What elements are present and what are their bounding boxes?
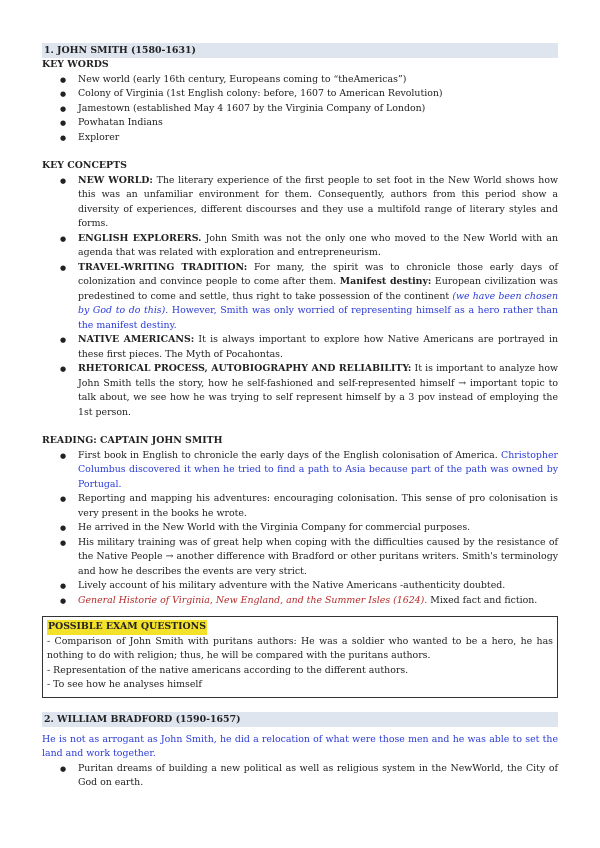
bradford-list — [42, 762, 558, 791]
list-item: ● Explorer — [78, 131, 558, 146]
section-heading-john-smith: 1. JOHN SMITH (1580-1631) — [42, 43, 558, 58]
concept-term: NEW WORLD: — [78, 174, 153, 186]
concept-blue-note: However, Smith was only worried of representing himself as a hero rather than the manifest destiny. — [78, 305, 558, 331]
concept-text: It is always important to explore how Native Americans are portrayed in these first pieces. The Myth of Pocahontas. — [78, 334, 558, 360]
list-item — [78, 594, 558, 609]
list-item: ● Puritan dreams of building a new political as well as religious system in the NewWorld, the City of God on earth. — [78, 762, 558, 791]
concept-text: For many, the spirit was to chronicle those early days of colonization and convince people to come after them. — [78, 261, 558, 287]
list-item: ● Colony of Virginia (1st English colony: before, 1607 to American Revolution) — [78, 87, 558, 102]
document-page — [42, 43, 558, 791]
list-item — [78, 261, 558, 334]
concept-text: John Smith was not the only one who moved to the New World with an agenda that was related with exploration and entrepreneurism. — [78, 232, 558, 258]
list-item: ● His military training was of great help when coping with the difficulties caused by the resistance of the Native People → another difference with Bradford or other puritans writers. Smith's terminology and how he describes the events are very strict. — [78, 536, 558, 580]
reading-text: First book in English to chronicle the early days of the English colonisation of America. — [78, 449, 502, 461]
list-item — [78, 449, 558, 493]
book-title: General Historie of Virginia, New England, and the Summer Isles (1624). — [78, 594, 428, 606]
key-concepts-list — [42, 174, 558, 421]
list-item — [78, 232, 558, 261]
list-item — [78, 333, 558, 362]
concept-term: TRAVEL-WRITING TRADITION: — [78, 261, 248, 273]
list-item: ● New world (early 16th century, Europeans coming to “theAmericas”) — [78, 73, 558, 88]
reading-label: READING: CAPTAIN JOHN SMITH — [42, 435, 223, 446]
list-item: ● Reporting and mapping his adventures: encouraging colonisation. This sense of pro colonisation is very present in the books he wrote. — [78, 492, 558, 521]
concept-text: It is important to analyze how John Smith tells the story, how he self-fashioned and self-represented himself → important topic to talk about, we see how he was trying to self represent himself by a 3 pov instead of employing the 1st person. — [78, 363, 558, 418]
concept-text: The literary experience of the first people to set foot in the New World shows how this was an unfamiliar environment for them. Consequently, authors from this period show a diversity of experiences, different discourses and they use a multifold range of literary styles and forms. — [78, 174, 558, 229]
concept-term: ENGLISH EXPLORERS. — [78, 232, 202, 244]
list-item — [78, 174, 558, 232]
reading-text: Mixed fact and fiction. — [427, 594, 538, 606]
bradford-intro: He is not as arrogant as John Smith, he did a relocation of what were those men and he was able to set the land and work together. — [42, 733, 558, 759]
key-words-list — [42, 73, 558, 146]
exam-questions-box — [42, 616, 558, 698]
list-item: ● He arrived in the New World with the Virginia Company for commercial purposes. — [78, 521, 558, 536]
exam-questions-title: POSSIBLE EXAM QUESTIONS — [47, 620, 207, 635]
concept-term: Manifest destiny: — [339, 276, 432, 287]
exam-question: - Comparison of John Smith with puritans authors: He was a soldier who wanted to be a hero, he has nothing to do with religion; thus, he will be compared with the puritans authors. — [47, 635, 553, 661]
reading-list — [42, 449, 558, 609]
list-item: ● Jamestown (established May 4 1607 by the Virginia Company of London) — [78, 102, 558, 117]
concept-term: NATIVE AMERICANS: — [78, 334, 195, 345]
exam-question: - Representation of the native americans according to the different authors. — [47, 664, 409, 676]
concept-term: RHETORICAL PROCESS, AUTOBIOGRAPHY AND RELIABILITY: — [78, 363, 412, 374]
key-words-label: KEY WORDS — [42, 59, 109, 70]
exam-question: - To see how he analyses himself — [47, 679, 202, 690]
list-item: ● Powhatan Indians — [78, 116, 558, 131]
concept-italic-note: (we have been chosen by God to do this). — [78, 290, 558, 316]
concept-text: European civilization was predestined to come and settle, thus right to take possession of the continent — [78, 276, 558, 302]
list-item: ● Lively account of his military adventure with the Native Americans -authenticity doubted. — [78, 579, 558, 594]
list-item — [78, 362, 558, 420]
section-heading-william-bradford: 2. WILLIAM BRADFORD (1590-1657) — [42, 712, 558, 727]
key-concepts-label: KEY CONCEPTS — [42, 160, 127, 171]
reading-blue-note: Christopher Columbus discovered it when he tried to find a path to Asia because part of the path was owned by Portugal. — [78, 449, 558, 490]
